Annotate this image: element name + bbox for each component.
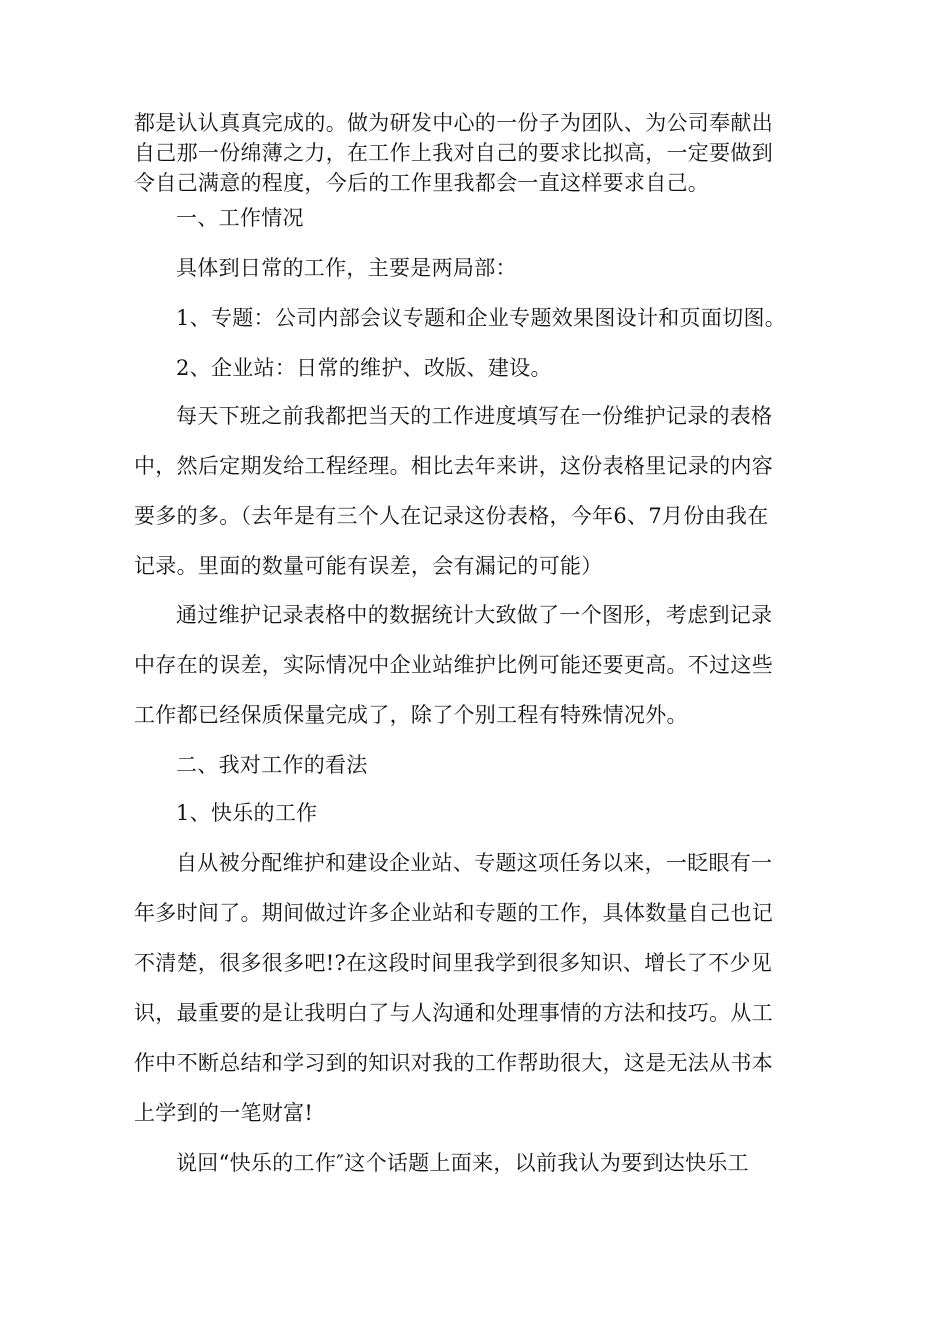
daily-work-paragraph bbox=[134, 243, 834, 293]
record-line: 中，然后定期发给工程经理。相比去年来讲，这份表格里记录的内容 bbox=[134, 454, 773, 478]
intro-line: 都是认认真真完成的。做为研发中心的一份子为团队、为公司奉献出 bbox=[134, 111, 773, 135]
section2-heading-text: 二、我对工作的看法 bbox=[176, 753, 368, 777]
happy-line: 作中不断总结和学习到的知识对我的工作帮助很大，这是无法从书本 bbox=[134, 1051, 773, 1075]
section1-heading bbox=[134, 193, 834, 243]
happy-line: 不清楚，很多很多吧!?在这段时间里我学到很多知识、增长了不少见 bbox=[134, 951, 772, 975]
happy-line: 年多时间了。期间做过许多企业站和专题的工作，具体数量自己也记 bbox=[134, 901, 773, 925]
record-paragraph bbox=[134, 391, 834, 591]
list-item-2 bbox=[134, 343, 834, 393]
stats-paragraph bbox=[134, 590, 834, 740]
record-line: 每天下班之前我都把当天的工作进度填写在一份维护记录的表格 bbox=[176, 404, 773, 428]
stats-line: 工作都已经保质保量完成了，除了个别工程有特殊情况外。 bbox=[134, 703, 688, 727]
happy-work-paragraph bbox=[134, 838, 834, 1138]
intro-paragraph bbox=[134, 108, 834, 198]
section2-heading bbox=[134, 740, 834, 790]
record-line: 记录。里面的数量可能有误差，会有漏记的可能） bbox=[134, 554, 603, 578]
last-paragraph bbox=[134, 1138, 834, 1188]
list-item-1 bbox=[134, 293, 834, 343]
stats-line: 中存在的误差，实际情况中企业站维护比例可能还要更高。不过这些 bbox=[134, 653, 773, 677]
happy-line: 识，最重要的是让我明白了与人沟通和处理事情的方法和技巧。从工 bbox=[134, 1001, 773, 1025]
happy-line: 自从被分配维护和建设企业站、专题这项任务以来，一眨眼有一 bbox=[176, 851, 773, 875]
section1-heading-text: 一、工作情况 bbox=[176, 206, 304, 230]
stats-line: 通过维护记录表格中的数据统计大致做了一个图形，考虑到记录 bbox=[176, 603, 773, 627]
record-line: 要多的多。（去年是有三个人在记录这份表格，今年6、7月份由我在 bbox=[134, 504, 769, 528]
list-item-1-text: 1、专题：公司内部会议专题和企业专题效果图设计和页面切图。 bbox=[176, 306, 787, 330]
subsection1-heading bbox=[134, 788, 834, 838]
intro-line: 令自己满意的程度，今后的工作里我都会一直这样要求自己。 bbox=[134, 171, 710, 195]
daily-work-text: 具体到日常的工作，主要是两局部： bbox=[176, 256, 517, 280]
intro-line: 自己那一份绵薄之力，在工作上我对自己的要求比拟高，一定要做到 bbox=[134, 141, 773, 165]
subsection1-heading-text: 1、快乐的工作 bbox=[176, 801, 318, 825]
list-item-2-text: 2、企业站：日常的维护、改版、建设。 bbox=[176, 356, 552, 380]
last-paragraph-text: 说回“快乐的工作″这个话题上面来，以前我认为要到达快乐工 bbox=[176, 1151, 749, 1175]
happy-line: 上学到的一笔财富! bbox=[134, 1101, 314, 1125]
